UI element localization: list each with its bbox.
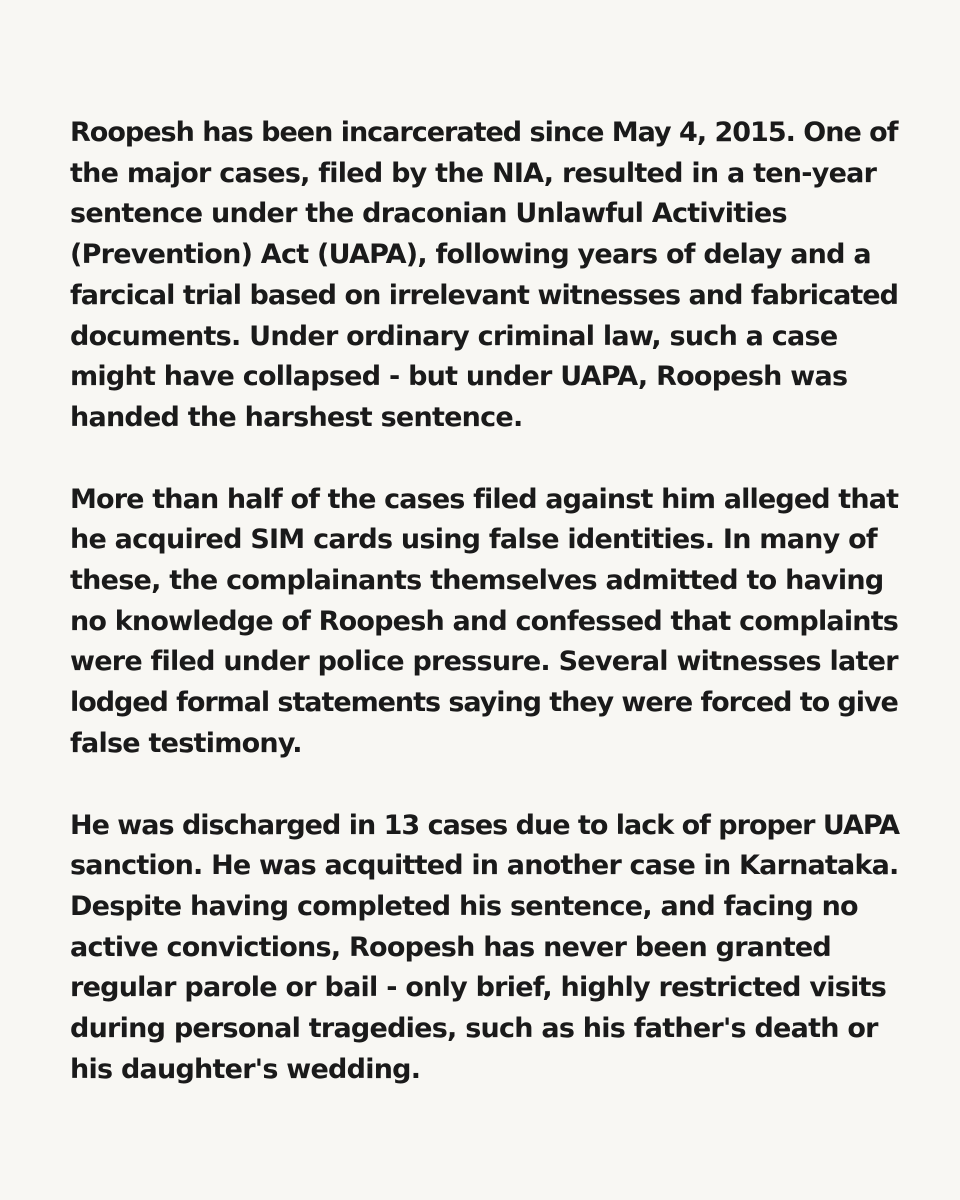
text-line: handed the harshest sentence.: [70, 401, 523, 433]
text-line: farcical trial based on irrelevant witnesses and fabricated: [70, 279, 899, 311]
text-line: regular parole or bail - only brief, highly restricted visits: [70, 972, 887, 1004]
text-line: were filed under police pressure. Several witnesses later: [70, 646, 898, 678]
text-line: during personal tragedies, such as his father's death or: [70, 1013, 878, 1045]
text-line: More than half of the cases filed against him alleged that: [70, 483, 899, 515]
text-line: sentence under the draconian Unlawful Activities: [70, 198, 787, 230]
text-line: lodged formal statements saying they were forced to give: [70, 687, 898, 719]
text-line: these, the complainants themselves admitted to having: [70, 565, 884, 597]
paragraph-incarceration: [70, 113, 900, 439]
text-line: might have collapsed - but under UAPA, Roopesh was: [70, 361, 848, 393]
text-line: no knowledge of Roopesh and confessed that complaints: [70, 605, 899, 637]
text-line: He was discharged in 13 cases due to lack of proper UAPA: [70, 809, 900, 841]
text-line: his daughter's wedding.: [70, 1053, 421, 1085]
text-line: (Prevention) Act (UAPA), following years of delay and a: [70, 239, 871, 271]
text-document: [70, 113, 900, 1131]
text-line: he acquired SIM cards using false identities. In many of: [70, 524, 877, 556]
text-line: false testimony.: [70, 727, 302, 759]
text-line: Roopesh has been incarcerated since May 4, 2015. One of: [70, 117, 898, 148]
paragraph-discharge: [70, 806, 900, 1091]
paragraph-sim-cases: [70, 480, 900, 765]
text-line: the major cases, filed by the NIA, resulted in a ten-year: [70, 157, 877, 189]
text-line: sanction. He was acquitted in another case in Karnataka.: [70, 850, 899, 882]
text-line: Despite having completed his sentence, and facing no: [70, 890, 858, 922]
text-line: active convictions, Roopesh has never been granted: [70, 931, 831, 963]
text-line: documents. Under ordinary criminal law, such a case: [70, 320, 838, 352]
